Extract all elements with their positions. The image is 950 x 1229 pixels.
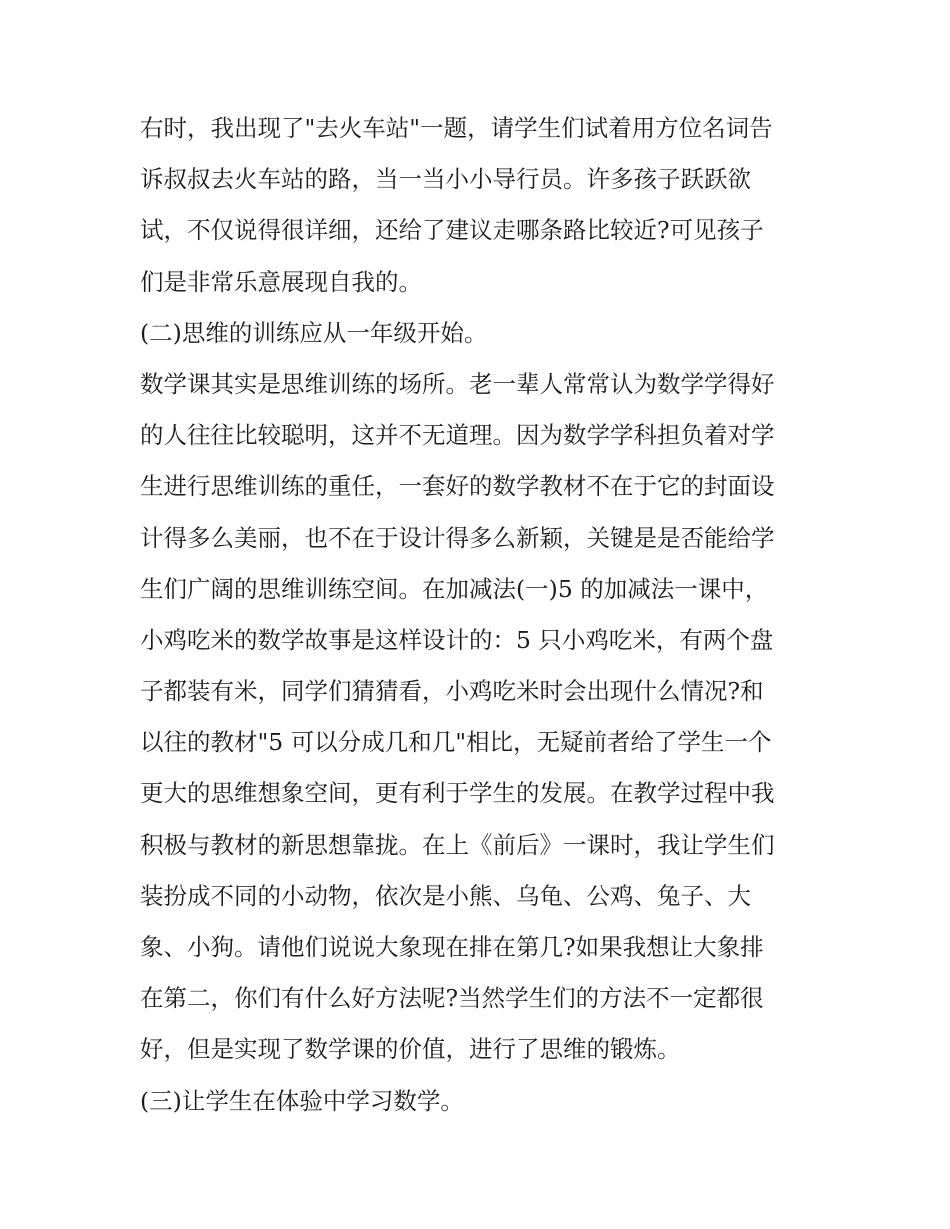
text-line: 计得多么美丽，也不在于设计得多么新颖，关键是是否能给学 <box>140 523 775 552</box>
text-line: 更大的思维想象空间，更有利于学生的发展。在教学过程中我 <box>140 779 775 808</box>
text-line: 的人往往比较聪明，这并不无道理。因为数学学科担负着对学 <box>140 421 775 450</box>
text-line: 试，不仅说得很详细，还给了建议走哪条路比较近?可见孩子 <box>140 216 764 245</box>
text-line: 们是非常乐意展现自我的。 <box>140 267 422 296</box>
document-body <box>140 103 820 1127</box>
section-heading: (二)思维的训练应从一年级开始。 <box>140 318 488 347</box>
text-line: 右时，我出现了"去火车站"一题，请学生们试着用方位名词告 <box>140 114 773 142</box>
text-line: 象、小狗。请他们说说大象现在排在第几?如果我想让大象排 <box>140 933 764 961</box>
text-line: 积极与教材的新思想靠拢。在上《前后》一课时，我让学生们 <box>140 830 775 859</box>
text-line: 生们广阔的思维训练空间。在加减法(一)5 的加减法一课中， <box>140 574 769 603</box>
text-line: 数学课其实是思维训练的场所。老一辈人常常认为数学学得好 <box>140 369 775 398</box>
text-line: 子都装有米，同学们猜猜看，小鸡吃米时会出现什么情况?和 <box>140 677 764 706</box>
section-heading: (三)让学生在体验中学习数学。 <box>140 1086 464 1115</box>
text-line: 好，但是实现了数学课的价值，进行了思维的锻炼。 <box>140 1035 681 1064</box>
text-line: 生进行思维训练的重任，一套好的数学教材不在于它的封面设 <box>140 472 775 501</box>
text-line: 装扮成不同的小动物，依次是小熊、乌龟、公鸡、兔子、大 <box>140 881 751 910</box>
text-line: 诉叔叔去火车站的路，当一当小小导行员。许多孩子跃跃欲 <box>140 165 751 194</box>
text-line: 小鸡吃米的数学故事是这样设计的：5 只小鸡吃米，有两个盘 <box>140 625 774 654</box>
text-line: 以往的教材"5 可以分成几和几"相比，无疑前者给了学生一个 <box>140 728 772 757</box>
text-line: 在第二，你们有什么好方法呢?当然学生们的方法不一定都很 <box>140 984 764 1013</box>
